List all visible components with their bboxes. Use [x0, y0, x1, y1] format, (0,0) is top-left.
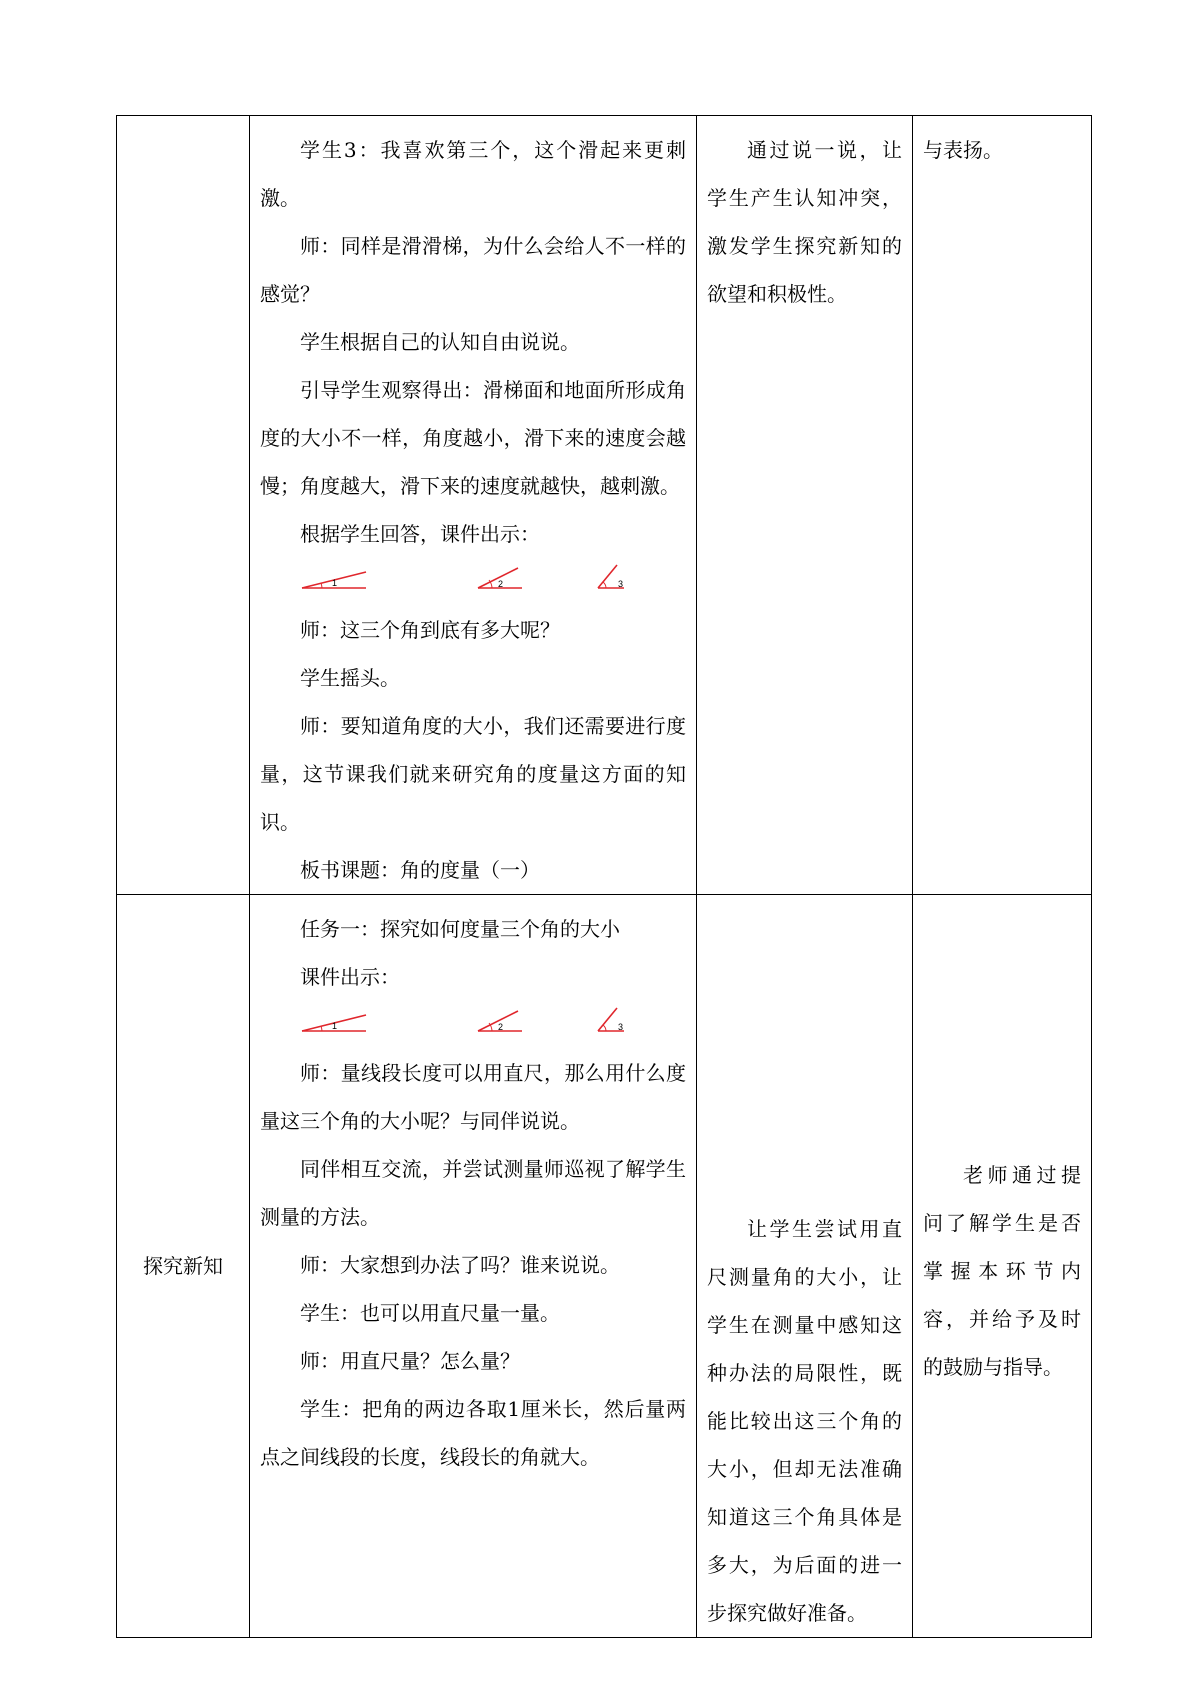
process-paragraph: 师：量线段长度可以用直尺，那么用什么度量这三个角的大小呢？与同伴说说。	[260, 1061, 686, 1133]
process-paragraph: 师：大家想到办法了吗？谁来说说。	[300, 1253, 620, 1277]
angle-1-figure	[302, 572, 366, 588]
stage-cell	[117, 895, 250, 1638]
stage-cell	[117, 116, 250, 895]
angle-arc	[603, 582, 606, 588]
angle-side-line	[598, 1008, 617, 1031]
angle-figures-svg	[260, 558, 680, 606]
angle-label: 1	[332, 578, 338, 588]
angle-side-line	[598, 565, 617, 588]
process-paragraph: 学生摇头。	[300, 666, 400, 690]
process-content	[260, 905, 686, 1481]
angle-arc	[603, 1025, 606, 1031]
angle-1-figure	[302, 1015, 366, 1031]
angle-figures	[260, 1001, 686, 1049]
process-paragraph: 根据学生回答，课件出示：	[300, 522, 540, 546]
process-cell	[250, 116, 697, 895]
process-paragraph: 学生根据自己的认知自由说说。	[300, 330, 580, 354]
evaluation-text: 与表扬。	[923, 138, 1003, 162]
angle-2-figure	[478, 1011, 522, 1032]
process-paragraph: 师：同样是滑滑梯，为什么会给人不一样的感觉？	[260, 234, 686, 306]
process-paragraph: 师：用直尺量？怎么量？	[300, 1349, 520, 1373]
table-row	[117, 895, 1092, 1638]
angle-label: 2	[498, 579, 504, 589]
lesson-plan-table	[116, 115, 1092, 1638]
angle-label: 1	[332, 1021, 338, 1031]
stage-label: 探究新知	[143, 1254, 223, 1278]
evaluation-text: 老师通过提问了解学生是否掌握本环节内容，并给予及时的鼓励与指导。	[923, 1163, 1081, 1379]
table-row	[117, 116, 1092, 895]
evaluation-cell	[913, 116, 1092, 895]
angle-label: 2	[498, 1022, 504, 1032]
process-paragraph: 学生：把角的两边各取1厘米长，然后量两点之间线段的长度，线段长的角就大。	[260, 1397, 686, 1469]
process-paragraph: 任务一：探究如何度量三个角的大小	[300, 917, 620, 941]
process-paragraph: 学生3：我喜欢第三个，这个滑起来更刺激。	[260, 138, 686, 210]
angle-3-figure	[598, 565, 624, 589]
evaluation-cell	[913, 895, 1092, 1638]
process-paragraph: 师：要知道角度的大小，我们还需要进行度量，这节课我们就来研究角的度量这方面的知识。	[260, 714, 686, 834]
angle-figures-svg	[260, 1001, 680, 1049]
intent-cell	[697, 116, 913, 895]
angle-3-figure	[598, 1008, 624, 1032]
process-paragraph: 同伴相互交流，并尝试测量师巡视了解学生测量的方法。	[260, 1157, 686, 1229]
intent-text: 通过说一说，让学生产生认知冲突，激发学生探究新知的欲望和积极性。	[707, 138, 902, 306]
angle-figures	[260, 558, 686, 606]
process-paragraph: 引导学生观察得出：滑梯面和地面所形成角度的大小不一样，角度越小，滑下来的速度会越慢；角度越大，滑下来的速度就越快，越刺激。	[260, 378, 686, 498]
intent-text: 让学生尝试用直尺测量角的大小，让学生在测量中感知这种办法的局限性，既能比较出这三个角的大小，但却无法准确知道这三个角具体是多大，为后面的进一步探究做好准备。	[707, 1217, 902, 1625]
angle-2-figure	[478, 568, 522, 589]
process-paragraph: 学生：也可以用直尺量一量。	[300, 1301, 560, 1325]
intent-cell	[697, 895, 913, 1638]
process-paragraph: 师：这三个角到底有多大呢？	[300, 618, 560, 642]
process-paragraph: 板书课题：角的度量（一）	[300, 858, 540, 882]
process-cell	[250, 895, 697, 1638]
angle-label: 3	[618, 1022, 624, 1032]
process-content	[260, 126, 686, 894]
process-paragraph: 课件出示：	[300, 965, 400, 989]
angle-label: 3	[618, 579, 624, 589]
